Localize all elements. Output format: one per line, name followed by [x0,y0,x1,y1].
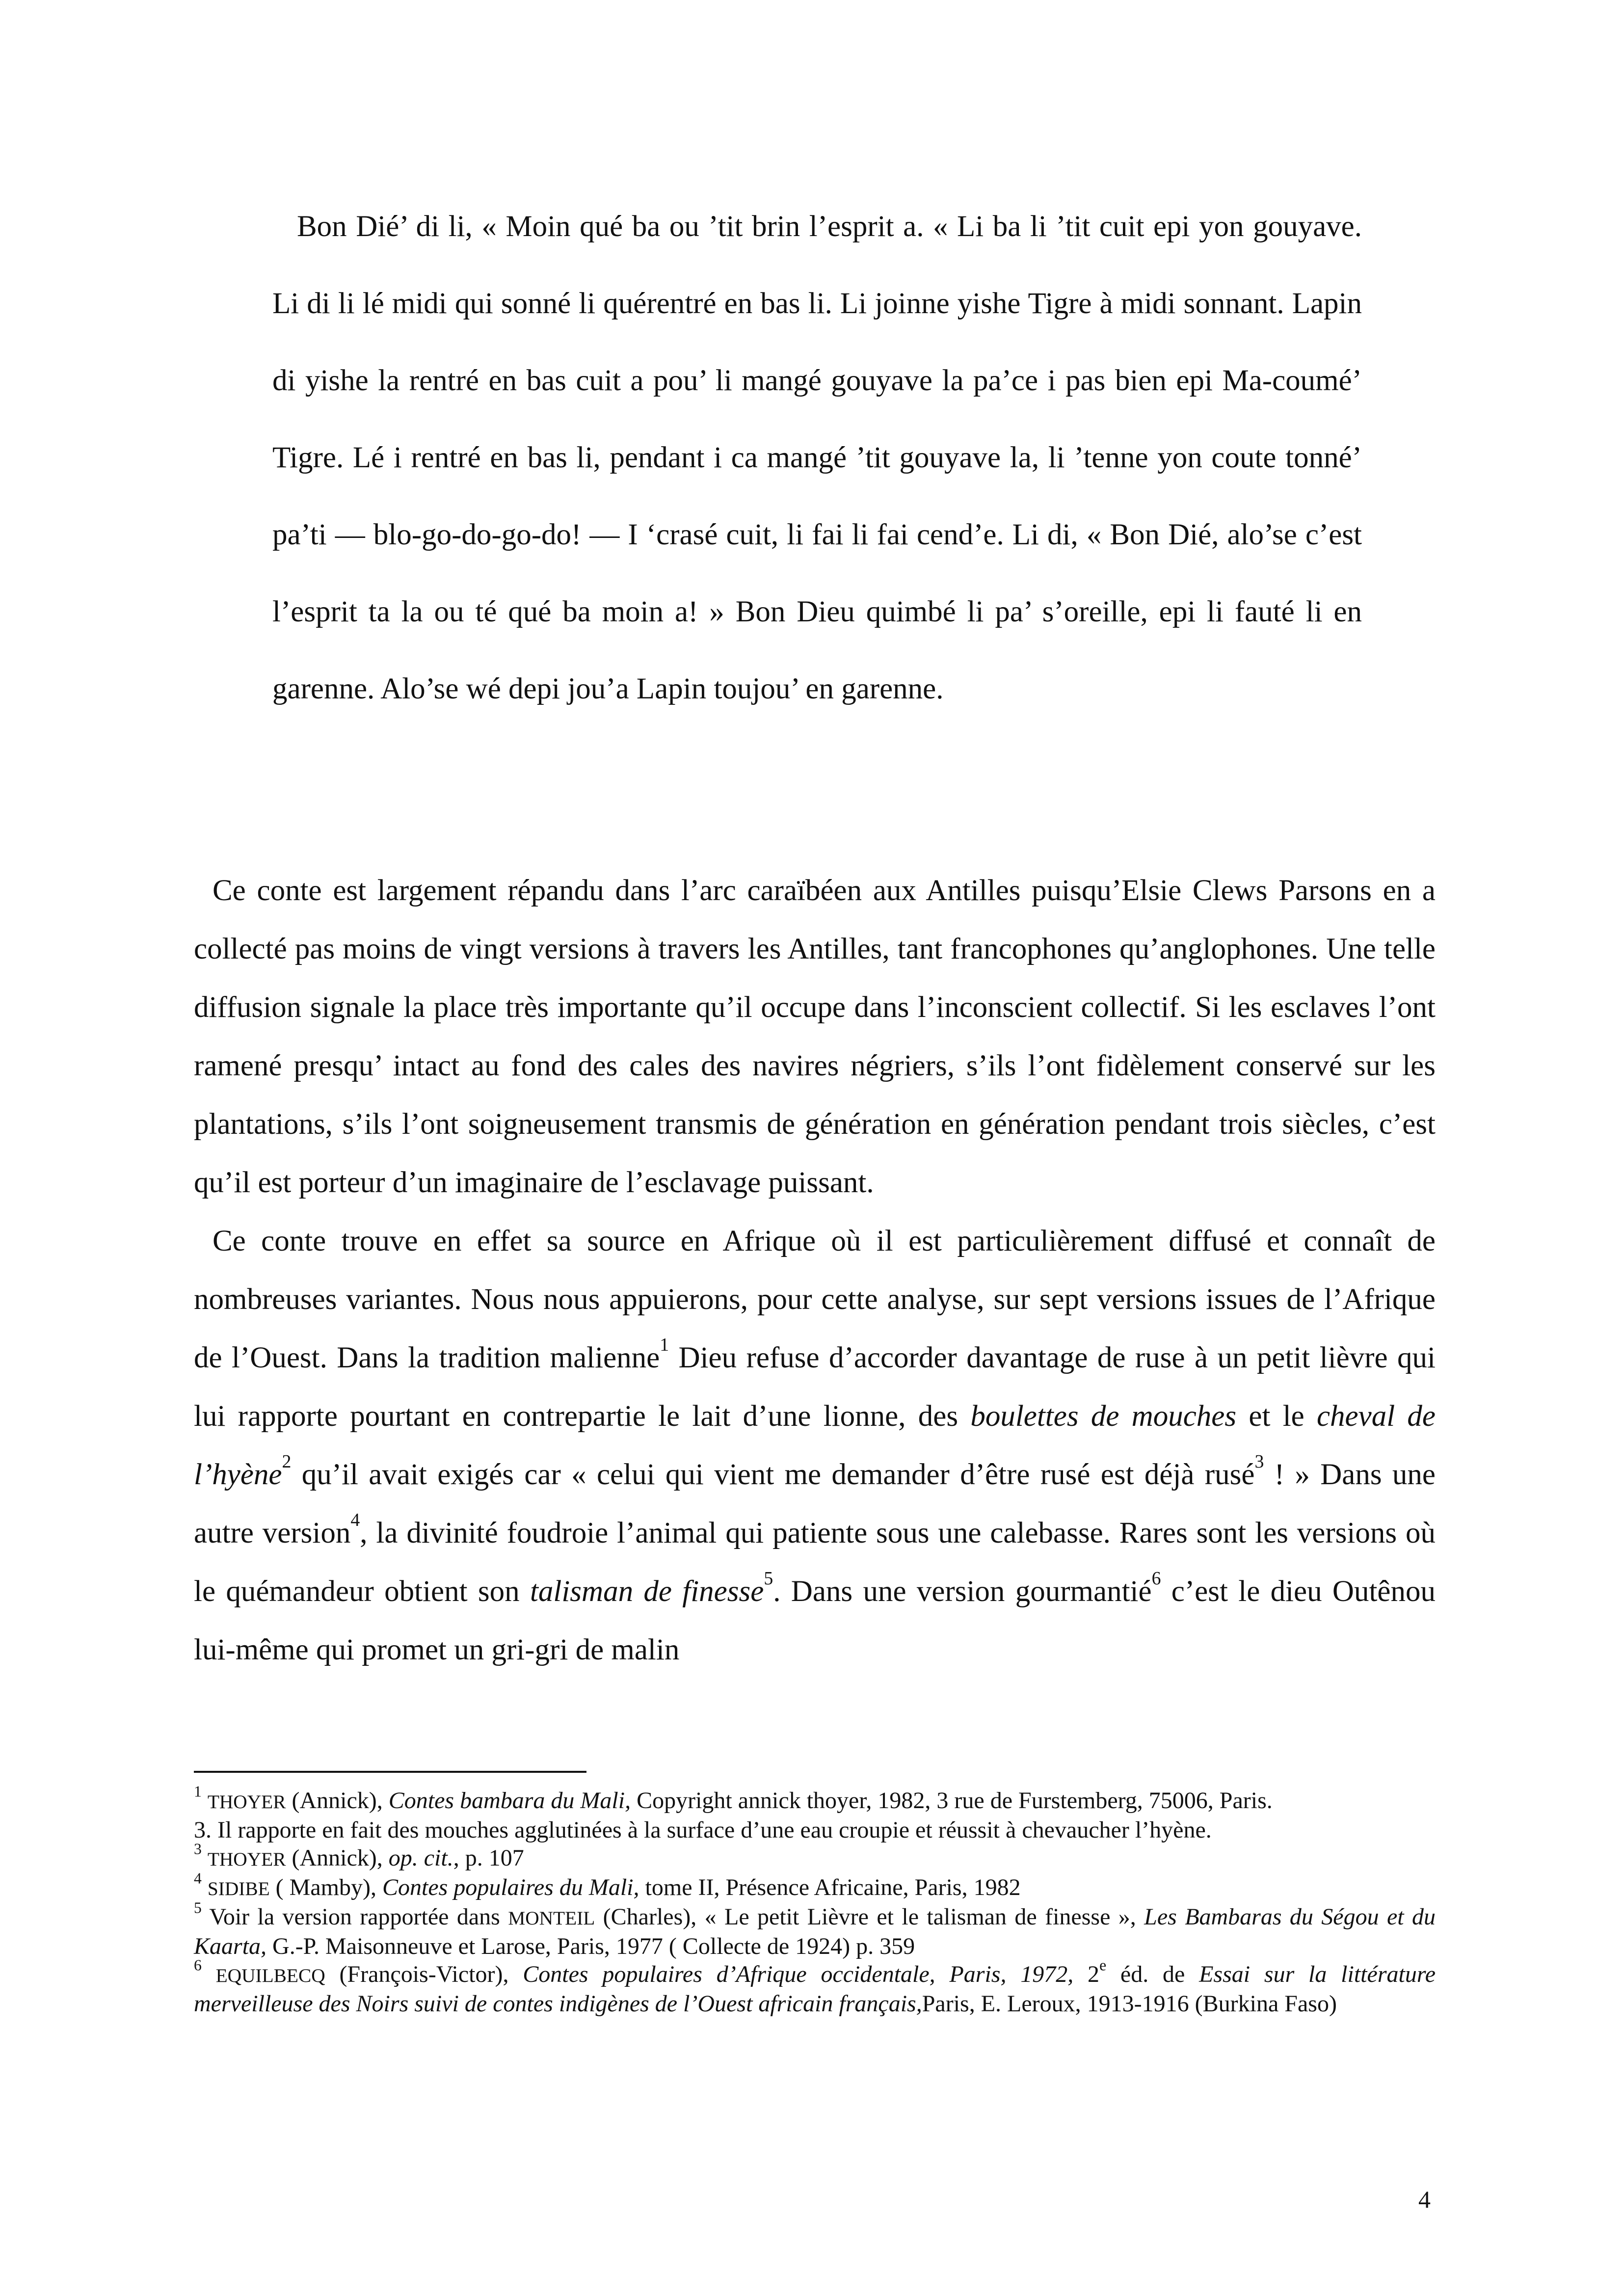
footnote-2: 3. Il rapporte en fait des mouches agglutinées à la surface d’une eau croupie et réussit à chevaucher l’hyène. [194,1817,1212,1843]
footnote-3: $^3$ THOYER (Annick), op. cit., p. 107 [194,1840,524,1871]
quote-paragraph: Bon Dié’ di li, « Moin qué ba ou ’tit brin l’esprit a. « Li ba li ’tit cuit epi yon gouyave. Li di li lé midi qui sonné li quérentré en bas li. Li joinne yishe Tigre à midi sonnant. Lapin di yishe la rentré en bas cuit a pou’ li mangé gouyave la pa’ce i pas bien epi Ma-coumé’ Tigre. Lé i rentré en bas li, pendant i ca mangé ’tit gouyave la, li ’tenne yon coute tonné’ pa’ti — blo-go-do-go-do! — I ‘crasé cuit, li fai li fai cend’e. Li di, « Bon Dié, alo’se c’est l’esprit ta la ou té qué ba moin a! » Bon Dieu quimbé li pa’ s’oreille, epi li fauté li en garenne. Alo’se wé depi jou’a Lapin toujou’ en garenne. [272,210,1362,705]
footnote-4: $^4$ SIDIBE ( Mamby), Contes populaires du Mali, tome II, Présence Africaine, Paris, 1982 [194,1869,1021,1900]
footnote-ref: 4 [350,1509,360,1530]
paragraph-1: Ce conte est largement répandu dans l’arc caraïbéen aux Antilles puisqu’Elsie Clews Parsons en a collecté pas moins de vingt versions à travers les Antilles, tant francophones qu’anglophones. Une telle diffusion signale la place très importante qu’il occupe dans l’inconscient collectif. Si les esclaves l’ont ramené presqu’ intact au fond des cales des navires négriers, s’ils l’ont fidèlement conservé sur les plantations, s’ils l’ont soigneusement transmis de génération en génération pendant trois siècles, c’est qu’il est porteur d’un imaginaire de l’esclavage puissant. [194,874,1436,1199]
footnote-5: $^5$ Voir la version rapportée dans MONTEIL (Charles), « Le petit Lièvre et le talisman de finesse », Les Bambaras du Ségou et du Kaarta, G.-P. Maisonneuve et Larose, Paris, 1977 ( Collecte de 1924) p. 359 [194,1899,1436,1959]
footnotes [194,1783,1436,2018]
footnote-ref: 2 [282,1451,292,1472]
footnote-ref: 5 [764,1568,773,1589]
footnote-6: $^6$ EQUILBECQ (François-Victor), Contes populaires d’Afrique occidentale, Paris, 1972, 2e éd. de Essai sur la littérature merveilleuse des Noirs suivi de contes indigènes de l’Ouest africain français,Paris, E. Leroux, 1913-1916 (Burkina Faso) [194,1956,1436,2017]
body-text [194,861,1436,1679]
footnote-divider [194,1771,586,1773]
footnote-ref: 6 [1151,1568,1161,1589]
footnote-ref: 3 [1254,1451,1264,1472]
quoted-tale [272,188,1362,727]
page-number: 4 [1418,2186,1431,2213]
footnote-ref: 1 [660,1334,669,1355]
footnote-1: $^1$ THOYER (Annick), Contes bambara du Mali, Copyright annick thoyer, 1982, 3 rue de Furstemberg, 75006, Paris. [194,1783,1273,1814]
paragraph-2: Ce conte trouve en effet sa source en Afrique où il est particulièrement diffusé et connaît de nombreuses variantes. Nous nous appuierons, pour cette analyse, sur sept versions issues de l’Afrique de l’Ouest. Dans la tradition malienne$^1$ Dieu refuse d’accorder davantage de ruse à un petit lièvre qui lui rapporte pourtant en contrepartie le lait d’une lionne, des boulettes de mouches et le cheval de l’hyène$^2$ qu’il avait exigés car « celui qui vient me demander d’être rusé est déjà rusé$^3$ ! » Dans une autre version$^4$, la divinité foudroie l’animal qui patiente sous une calebasse. Rares sont les versions où le quémandeur obtient son talisman de finesse$^5$. Dans une version gourmantié$^6$ c’est le dieu Outênou lui-même qui promet un gri-gri de malin [194,1225,1436,1666]
